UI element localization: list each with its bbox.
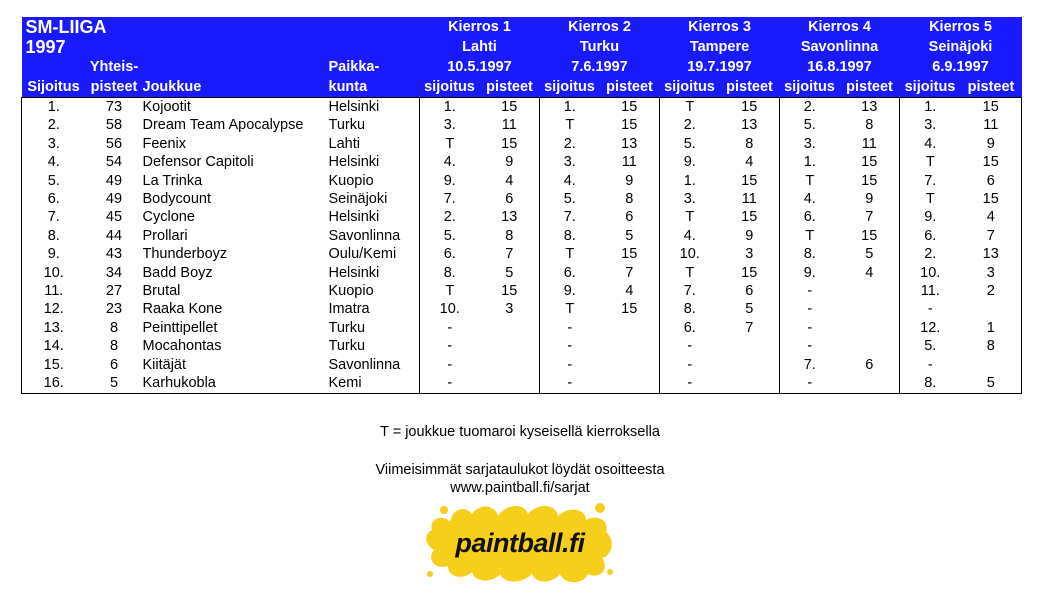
round-rank-cell: 2. (660, 116, 720, 134)
total-points-cell: 27 (105, 283, 123, 300)
round-rank-cell: - (900, 300, 961, 318)
round-points-cell (840, 374, 900, 393)
round-points-cell: 15 (961, 98, 1022, 117)
latest-tables-url: www.paintball.fi/sarjat (450, 480, 590, 496)
round-rank-cell: T (900, 190, 961, 208)
round-rank-cell: 4. (540, 172, 600, 190)
round-points-cell: 9 (865, 191, 874, 208)
round-rank-cell: - (780, 319, 840, 337)
round-points-cell (480, 319, 540, 337)
round-points-cell: 11 (861, 135, 877, 152)
rank-cell: 3. (22, 135, 86, 153)
league-title: SM-LIIGA (22, 17, 420, 37)
table-row (22, 374, 1022, 393)
round-points-cell (840, 300, 900, 318)
table-row (22, 135, 1022, 153)
round-points-cell: 15 (621, 301, 638, 318)
team-cell: La Trinka (142, 172, 203, 189)
round-date: 19.7.1997 (660, 57, 780, 77)
standings-body (22, 98, 1022, 394)
round-place: Seinäjoki (900, 37, 1022, 57)
round-points-cell: 15 (480, 98, 540, 117)
round-points-cell: 6 (961, 172, 1022, 190)
round-rank-cell: 4. (780, 190, 840, 208)
round-points-cell: 13 (961, 245, 1022, 263)
round-points-cell: 15 (861, 172, 878, 189)
round-place: Turku (540, 37, 660, 57)
round-rank-cell: T (540, 245, 600, 263)
round-points-cell (720, 374, 780, 393)
team-cell: Feenix (142, 135, 187, 152)
round-rank-cell: 1. (540, 98, 600, 117)
table-row (22, 300, 1022, 318)
round-rank-cell: 10. (420, 300, 480, 318)
rank-cell: 2. (22, 116, 86, 134)
rank-cell: 10. (22, 264, 86, 282)
round-points-cell: 3 (745, 246, 754, 263)
round-points-cell: 5 (745, 301, 754, 318)
total-points-header-line2: pisteet (86, 77, 143, 98)
round-points-cell: 6 (625, 209, 634, 226)
table-row (22, 282, 1022, 300)
round-points-cell: 15 (621, 117, 638, 134)
round-points-cell: 11 (501, 117, 517, 134)
round-rank-header: sijoitus (540, 77, 600, 98)
total-points-cell: 73 (86, 98, 143, 117)
round-rank-cell: 1. (780, 153, 840, 171)
round-points-cell: 13 (741, 117, 758, 134)
city-cell: Helsinki (329, 98, 420, 117)
round-date: 16.8.1997 (780, 57, 900, 77)
round-rank-cell: 2. (420, 208, 480, 226)
round-rank-cell: - (780, 282, 840, 300)
total-points-cell: 49 (105, 172, 123, 189)
round-rank-cell: - (900, 356, 961, 374)
team-cell: Defensor Capitoli (142, 154, 254, 171)
round-points-cell: 2 (961, 282, 1022, 300)
round-rank-cell: 2. (540, 135, 600, 153)
round-points-cell: 6 (745, 283, 754, 300)
round-points-cell: 8 (505, 227, 514, 244)
total-points-cell: 45 (105, 209, 123, 226)
round-points-cell: 7 (745, 319, 754, 336)
team-header: Joukkue (143, 77, 329, 98)
rank-cell: 6. (22, 190, 86, 208)
team-cell: Thunderboyz (142, 246, 228, 263)
round-rank-cell: 8. (780, 245, 840, 263)
total-points-cell: 44 (105, 227, 123, 244)
city-header-line1: Paikka- (329, 57, 420, 77)
round-rank-cell: 5. (900, 337, 961, 355)
round-points-cell: 13 (840, 98, 900, 117)
team-cell: Kojootit (143, 98, 329, 117)
round-points-cell (600, 374, 660, 393)
round-rank-cell: 6. (780, 208, 840, 226)
round-points-cell: 5 (961, 374, 1022, 393)
round-points-cell: 3 (505, 301, 514, 318)
round-points-cell: 6 (505, 191, 514, 208)
team-cell: Dream Team Apocalypse (142, 117, 304, 134)
round-rank-cell: - (780, 337, 840, 355)
city-cell: Kemi (329, 374, 420, 393)
round-rank-cell: - (540, 356, 600, 374)
round-rank-cell: 11. (900, 282, 961, 300)
table-row (22, 264, 1022, 282)
table-row (22, 153, 1022, 171)
round-points-cell: 4 (961, 208, 1022, 226)
rank-cell: 12. (22, 300, 86, 318)
round-rank-cell: 3. (660, 190, 720, 208)
round-rank-cell: 6. (660, 319, 720, 337)
table-row (22, 245, 1022, 263)
table-row (22, 116, 1022, 134)
round-rank-cell: 8. (540, 227, 600, 245)
round-points-cell: 7 (505, 246, 514, 263)
round-rank-cell: 6. (900, 227, 961, 245)
rank-cell: 1. (22, 98, 86, 117)
round-name: Kierros 3 (660, 17, 780, 37)
round-rank-cell: 2. (900, 245, 961, 263)
round-points-cell: 5 (625, 227, 634, 244)
total-points-cell: 54 (105, 154, 123, 171)
total-points-cell: 8 (109, 338, 119, 355)
round-points-cell: 15 (961, 190, 1022, 208)
round-points-cell (840, 337, 900, 355)
team-cell: Prollari (142, 227, 188, 244)
round-points-cell: 4 (505, 172, 514, 189)
round-rank-cell: 7. (660, 282, 720, 300)
round-rank-cell: 8. (900, 374, 961, 393)
round-points-cell (480, 374, 540, 393)
team-cell: Mocahontas (142, 338, 222, 355)
city-cell: Kuopio (328, 172, 374, 189)
round-points-cell: 5 (865, 246, 874, 263)
round-rank-cell: - (420, 356, 480, 374)
rank-cell: 7. (22, 208, 86, 226)
round-points-cell: 15 (741, 172, 758, 189)
table-row (22, 356, 1022, 374)
round-points-cell: 15 (961, 153, 1022, 171)
round-rank-cell: 10. (900, 264, 961, 282)
round-rank-header: sijoitus (420, 77, 480, 98)
round-rank-cell: T (780, 172, 840, 190)
table-row (22, 337, 1022, 355)
round-rank-cell: 9. (660, 153, 720, 171)
round-rank-cell: - (540, 319, 600, 337)
round-rank-cell: 4. (660, 227, 720, 245)
round-rank-cell: 12. (900, 319, 961, 337)
team-cell: Badd Boyz (142, 264, 213, 281)
rank-cell: 13. (22, 319, 86, 337)
round-date: 6.9.1997 (900, 57, 1022, 77)
round-rank-cell: - (420, 337, 480, 355)
round-points-cell (961, 300, 1022, 318)
round-points-cell: 8 (625, 191, 634, 208)
round-rank-cell: 5. (660, 135, 720, 153)
table-row (22, 98, 1022, 117)
paintball-logo (424, 500, 616, 586)
table-row (22, 190, 1022, 208)
round-rank-cell: 7. (780, 356, 840, 374)
round-name: Kierros 1 (420, 17, 540, 37)
round-place: Tampere (660, 37, 780, 57)
round-points-cell: 9 (625, 172, 634, 189)
city-cell: Savonlinna (328, 227, 401, 244)
total-points-cell: 58 (105, 117, 123, 134)
round-points-cell: 13 (621, 135, 638, 152)
round-rank-cell: 6. (420, 245, 480, 263)
round-rank-cell: 1. (660, 172, 720, 190)
rank-cell: 16. (22, 374, 86, 393)
round-rank-cell: - (420, 319, 480, 337)
round-rank-cell: 3. (540, 153, 600, 171)
city-header-line2: kunta (329, 77, 420, 98)
round-date: 7.6.1997 (540, 57, 660, 77)
round-points-header: pisteet (840, 77, 900, 98)
round-points-cell (961, 356, 1022, 374)
round-rank-cell: 10. (660, 245, 720, 263)
round-rank-cell: - (780, 300, 840, 318)
round-rank-cell: 4. (900, 135, 961, 153)
latest-tables-text: Viimeisimmät sarjataulukot löydät osoitteesta (375, 462, 665, 478)
round-points-cell: 15 (621, 246, 638, 263)
round-rank-header: sijoitus (900, 77, 961, 98)
rank-header: Sijoitus (22, 77, 86, 98)
round-rank-cell: 8. (660, 300, 720, 318)
team-cell: Brutal (142, 283, 181, 300)
city-cell: Lahti (328, 135, 360, 152)
city-cell: Helsinki (328, 209, 380, 226)
round-rank-cell: 6. (540, 264, 600, 282)
city-cell: Kuopio (328, 283, 374, 300)
rank-cell: 15. (22, 356, 86, 374)
round-rank-cell: 5. (780, 116, 840, 134)
round-points-cell (600, 337, 660, 355)
team-cell: Karhukobla (143, 374, 329, 393)
round-rank-cell: 7. (540, 208, 600, 226)
round-points-cell: 15 (861, 227, 878, 244)
round-points-cell (480, 356, 540, 374)
round-name: Kierros 4 (780, 17, 900, 37)
round-rank-cell: 3. (420, 116, 480, 134)
total-points-header-line1: Yhteis- (86, 57, 143, 77)
city-cell: Seinäjoki (328, 191, 388, 208)
rank-cell: 11. (22, 282, 86, 300)
round-rank-cell: T (420, 282, 480, 300)
total-points-cell: 43 (105, 246, 123, 263)
round-points-cell (720, 356, 780, 374)
round-place: Lahti (420, 37, 540, 57)
round-points-cell (480, 337, 540, 355)
round-rank-cell: 9. (900, 208, 961, 226)
round-rank-cell: - (780, 374, 840, 393)
round-points-cell: 15 (861, 154, 878, 171)
city-cell: Helsinki (328, 154, 380, 171)
total-points-cell: 8 (109, 319, 119, 336)
round-rank-header: sijoitus (660, 77, 720, 98)
table-row (22, 227, 1022, 245)
rank-cell: 9. (22, 245, 86, 263)
team-cell: Cyclone (142, 209, 195, 226)
round-points-cell: 3 (961, 264, 1022, 282)
round-rank-cell: 2. (780, 98, 840, 117)
round-name: Kierros 5 (900, 17, 1022, 37)
total-points-cell: 56 (105, 135, 123, 152)
round-rank-cell: - (660, 356, 720, 374)
round-rank-cell: 3. (900, 116, 961, 134)
round-rank-cell: T (540, 116, 600, 134)
city-cell: Turku (328, 117, 366, 134)
round-points-header: pisteet (600, 77, 660, 98)
round-rank-cell: 8. (420, 264, 480, 282)
round-points-cell: 7 (625, 264, 634, 281)
round-rank-cell: 1. (900, 98, 961, 117)
round-points-header: pisteet (961, 77, 1022, 98)
round-points-cell (840, 319, 900, 337)
team-cell: Raaka Kone (142, 301, 223, 318)
round-points-cell (600, 319, 660, 337)
round-rank-cell: T (660, 208, 720, 226)
team-cell: Kiitäjät (142, 356, 187, 373)
round-rank-cell: 5. (420, 227, 480, 245)
round-points-cell: 7 (961, 227, 1022, 245)
round-points-cell (720, 337, 780, 355)
round-rank-cell: - (540, 337, 600, 355)
round-points-cell: 15 (501, 135, 518, 152)
round-rank-cell: - (660, 374, 720, 393)
logo-text: paintball.fi (455, 528, 585, 558)
rank-cell: 5. (22, 172, 86, 190)
round-points-cell: 15 (600, 98, 660, 117)
round-rank-cell: - (540, 374, 600, 393)
standings-table (21, 17, 1022, 394)
round-points-header: pisteet (480, 77, 540, 98)
round-rank-cell: 5. (540, 190, 600, 208)
round-rank-cell: T (540, 300, 600, 318)
round-points-cell: 6 (865, 356, 874, 373)
round-points-cell: 7 (865, 209, 874, 226)
round-rank-cell: - (660, 337, 720, 355)
round-points-cell (840, 282, 900, 300)
table-row (22, 319, 1022, 337)
city-cell: Oulu/Kemi (328, 246, 397, 263)
round-rank-cell: T (660, 98, 720, 117)
round-points-header: pisteet (720, 77, 780, 98)
round-date: 10.5.1997 (420, 57, 540, 77)
round-rank-cell: 7. (420, 190, 480, 208)
round-rank-cell: T (660, 264, 720, 282)
round-points-cell: 11 (621, 154, 637, 171)
round-place: Savonlinna (780, 37, 900, 57)
round-rank-cell: 9. (420, 172, 480, 190)
round-rank-cell: - (420, 374, 480, 393)
round-points-cell: 15 (501, 283, 518, 300)
city-cell: Turku (328, 338, 366, 355)
round-points-cell: 9 (961, 135, 1022, 153)
round-points-cell: 9 (745, 227, 754, 244)
round-points-cell: 1 (961, 319, 1022, 337)
rank-cell: 4. (22, 153, 86, 171)
round-points-cell: 8 (865, 117, 874, 134)
total-points-cell: 23 (105, 301, 123, 318)
round-points-cell: 4 (745, 154, 754, 171)
round-points-cell: 15 (741, 264, 758, 281)
round-points-cell: 8 (745, 135, 754, 152)
rank-cell: 8. (22, 227, 86, 245)
total-points-cell: 34 (105, 264, 123, 281)
round-points-cell: 11 (961, 116, 1022, 134)
city-cell: Turku (328, 319, 366, 336)
round-rank-cell: 9. (540, 282, 600, 300)
round-rank-cell: 3. (780, 135, 840, 153)
team-cell: Peinttipellet (142, 319, 218, 336)
round-rank-cell: T (420, 135, 480, 153)
table-row (22, 172, 1022, 190)
total-points-cell: 5 (86, 374, 143, 393)
total-points-cell: 49 (105, 191, 123, 208)
round-points-cell: 8 (961, 337, 1022, 355)
round-rank-cell: 9. (780, 264, 840, 282)
round-points-cell: 5 (505, 264, 514, 281)
round-name: Kierros 2 (540, 17, 660, 37)
city-cell: Imatra (328, 301, 370, 318)
round-rank-cell: 4. (420, 153, 480, 171)
total-points-cell: 6 (109, 356, 119, 373)
round-rank-cell: T (780, 227, 840, 245)
round-points-cell: 4 (865, 264, 874, 281)
city-cell: Helsinki (328, 264, 380, 281)
table-row (22, 208, 1022, 226)
round-rank-header: sijoitus (780, 77, 840, 98)
round-points-cell: 13 (501, 209, 518, 226)
season-year: 1997 (22, 37, 420, 57)
judging-legend: T = joukkue tuomaroi kyseisellä kierroksella (380, 424, 660, 440)
city-cell: Savonlinna (328, 356, 401, 373)
round-rank-cell: 7. (900, 172, 961, 190)
round-rank-cell: 1. (420, 98, 480, 117)
team-cell: Bodycount (142, 191, 212, 208)
rank-cell: 14. (22, 337, 86, 355)
round-points-cell (600, 356, 660, 374)
round-points-cell: 15 (741, 209, 758, 226)
round-points-cell: 15 (720, 98, 780, 117)
round-points-cell: 9 (505, 154, 514, 171)
round-rank-cell: T (900, 153, 961, 171)
round-points-cell: 4 (625, 283, 634, 300)
round-points-cell: 11 (741, 191, 757, 208)
